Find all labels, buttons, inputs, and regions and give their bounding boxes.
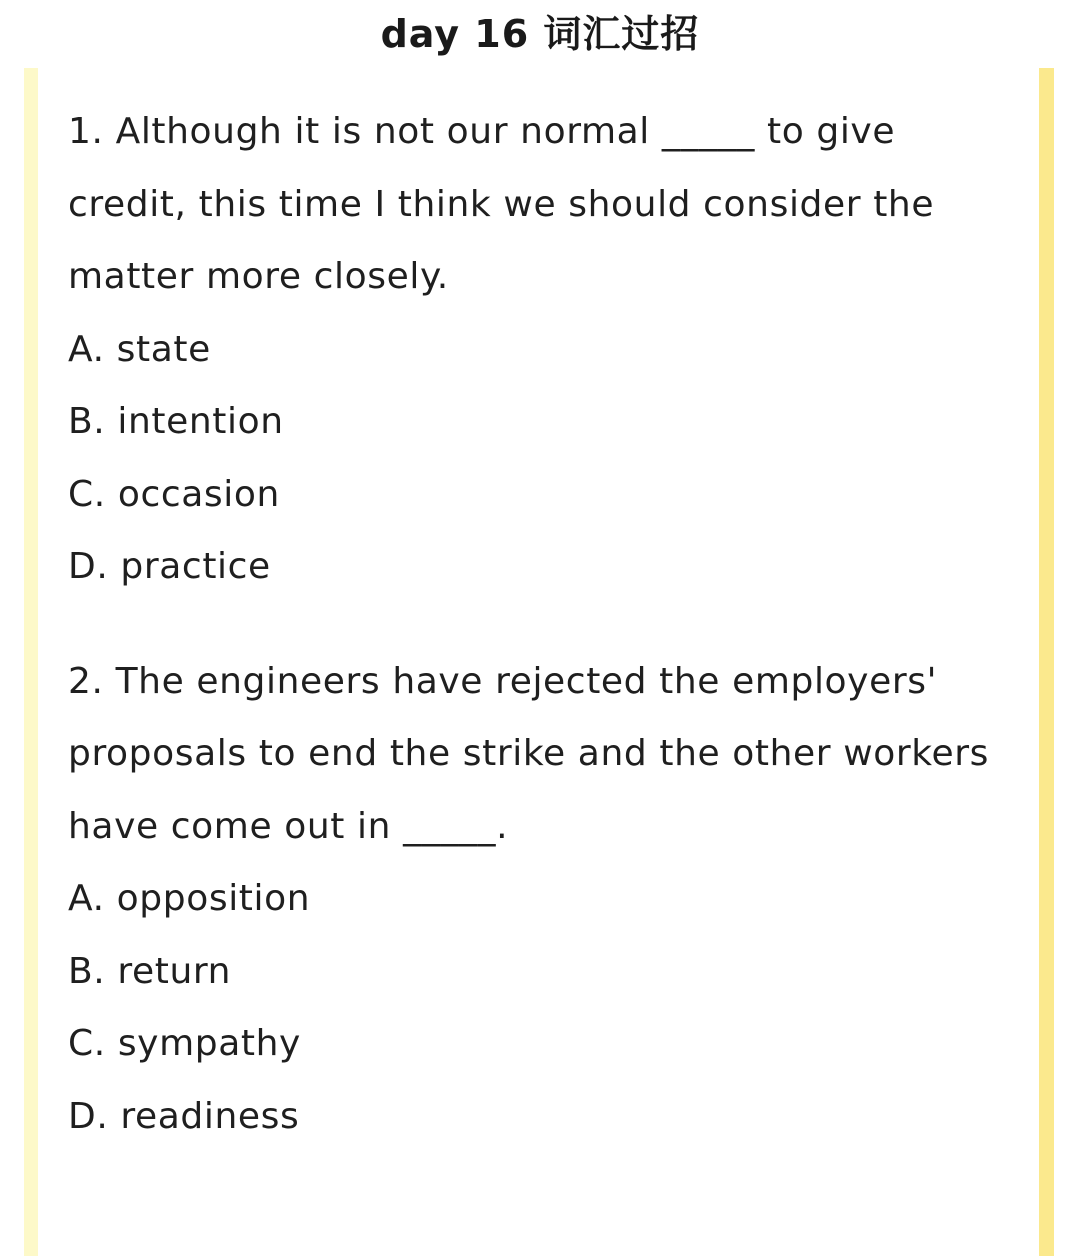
option-d: D. readiness <box>68 1095 300 1137</box>
question-2 <box>68 646 1018 1154</box>
option-b: B. intention <box>68 401 284 442</box>
quiz-content <box>68 96 1018 1153</box>
option-a: A. state <box>68 328 211 370</box>
option-b: B. return <box>68 950 232 992</box>
question-spacer <box>68 604 1018 646</box>
question-text: 2. The engineers have rejected the employers' proposals to end the strike and the other workers have come out in _____. <box>68 660 989 847</box>
left-accent-bar <box>24 68 38 1256</box>
option-d: D. practice <box>68 546 271 587</box>
question-text: 1. Although it is not our normal _____ to give credit, this time I think we should consider the matter more closely. <box>68 111 935 297</box>
right-accent-bar <box>1039 68 1054 1256</box>
answer-options <box>68 863 1018 1153</box>
page-title: day 16 词汇过招 <box>380 12 700 56</box>
option-c: C. sympathy <box>68 1023 301 1064</box>
option-c: C. occasion <box>68 473 280 515</box>
answer-options <box>68 314 1018 604</box>
question-1 <box>68 96 1018 604</box>
option-a: A. opposition <box>68 878 311 919</box>
